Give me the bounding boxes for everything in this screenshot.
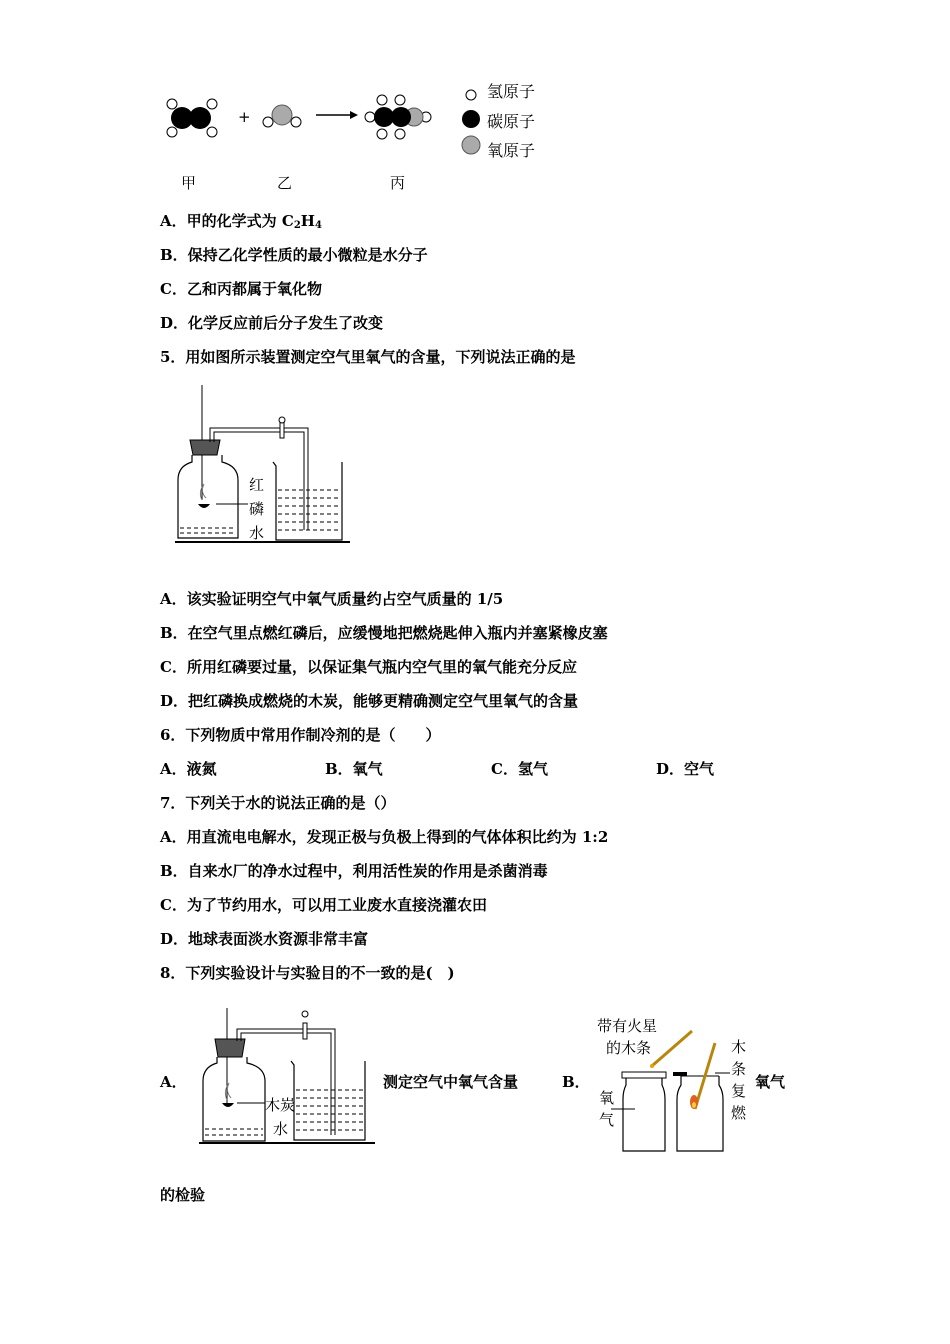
q7-option-d: D．地球表面淡水资源非常丰富 [160, 930, 369, 948]
q7-stem: 7．下列关于水的说法正确的是（） [160, 794, 396, 812]
q6-option-c: C．氢气 [491, 760, 548, 778]
q8-option-b-label: B． [562, 1073, 590, 1091]
plus-sign: + [238, 108, 251, 126]
q8-b-label-re-4: 燃 [731, 1104, 747, 1122]
q7-option-a: A．用直流电电解水，发现正极与负极上得到的气体体积比约为 1:2 [160, 828, 609, 846]
q6-option-d: D．空气 [656, 760, 715, 778]
legend-oxygen: 氧原子 [487, 141, 536, 160]
q5-stem: 5．用如图所示装置测定空气里氧气的含量，下列说法正确的是 [160, 348, 576, 366]
q8-stem: 8．下列实验设计与实验目的不一致的是( ) [160, 964, 455, 982]
q4-option-d: D．化学反应前后分子发生了改变 [160, 314, 384, 332]
q7-option-c: C．为了节约用水，可以用工业废水直接浇灌农田 [160, 896, 487, 914]
q4-option-a: A．甲的化学式为 $C_2H_4$ [160, 212, 322, 231]
q4-option-b: B．保持乙化学性质的最小微粒是水分子 [160, 246, 428, 264]
q8-option-a-text: 测定空气中氧气含量 [383, 1073, 519, 1091]
q6-stem: 6．下列物质中常用作制冷剂的是（ ） [160, 726, 441, 744]
q6-option-a: A．液氮 [160, 760, 217, 778]
q5-label-phosphorus: 磷 [249, 500, 265, 518]
q5-apparatus-figure [170, 380, 370, 550]
q5-label-red: 红 [249, 476, 265, 494]
q7-option-b: B．自来水厂的净水过程中，利用活性炭的作用是杀菌消毒 [160, 862, 548, 880]
q5-option-a: A．该实验证明空气中氧气质量约占空气质量的 1/5 [160, 590, 504, 608]
molecule-bing [365, 95, 431, 139]
q8-b-label-oxygen-1: 氧 [599, 1089, 615, 1107]
atom-legend [462, 90, 480, 154]
q5-option-c: C．所用红磷要过量，以保证集气瓶内空气里的氧气能充分反应 [160, 658, 577, 676]
q8-b-label-glowing-1: 带有火星 [597, 1017, 658, 1035]
q8-b-label-re-2: 条 [731, 1060, 747, 1078]
q4-option-c: C．乙和丙都属于氧化物 [160, 280, 322, 298]
q8-option-b-continuation: 的检验 [160, 1186, 206, 1204]
label-bing: 丙 [390, 174, 406, 192]
q8-option-b-text: 氧气 [755, 1073, 786, 1091]
q5-option-d: D．把红磷换成燃烧的木炭，能够更精确测定空气里氧气的含量 [160, 692, 579, 710]
q5-label-water: 水 [249, 524, 265, 542]
q8-b-label-re-1: 木 [731, 1038, 747, 1056]
legend-hydrogen: 氢原子 [487, 82, 536, 101]
q8-a-label-water: 水 [273, 1120, 289, 1138]
q8-option-a-label: A． [160, 1073, 187, 1091]
legend-carbon: 碳原子 [487, 112, 536, 131]
q8-b-label-re-3: 复 [731, 1082, 747, 1100]
q5-option-b: B．在空气里点燃红磷后，应缓慢地把燃烧匙伸入瓶内并塞紧橡皮塞 [160, 624, 608, 642]
label-jia: 甲 [181, 174, 197, 192]
q6-options-row [160, 759, 760, 779]
q6-option-b: B．氧气 [325, 760, 383, 778]
q8-b-label-glowing-2: 的木条 [606, 1039, 652, 1057]
label-yi: 乙 [277, 174, 293, 192]
molecule-jia [167, 99, 217, 137]
reaction-arrow [316, 111, 358, 119]
q8-a-apparatus-figure [195, 1005, 385, 1155]
q8-a-label-charcoal: 木炭 [265, 1096, 296, 1114]
molecule-yi [263, 105, 301, 127]
q8-b-label-oxygen-2: 气 [599, 1111, 615, 1129]
